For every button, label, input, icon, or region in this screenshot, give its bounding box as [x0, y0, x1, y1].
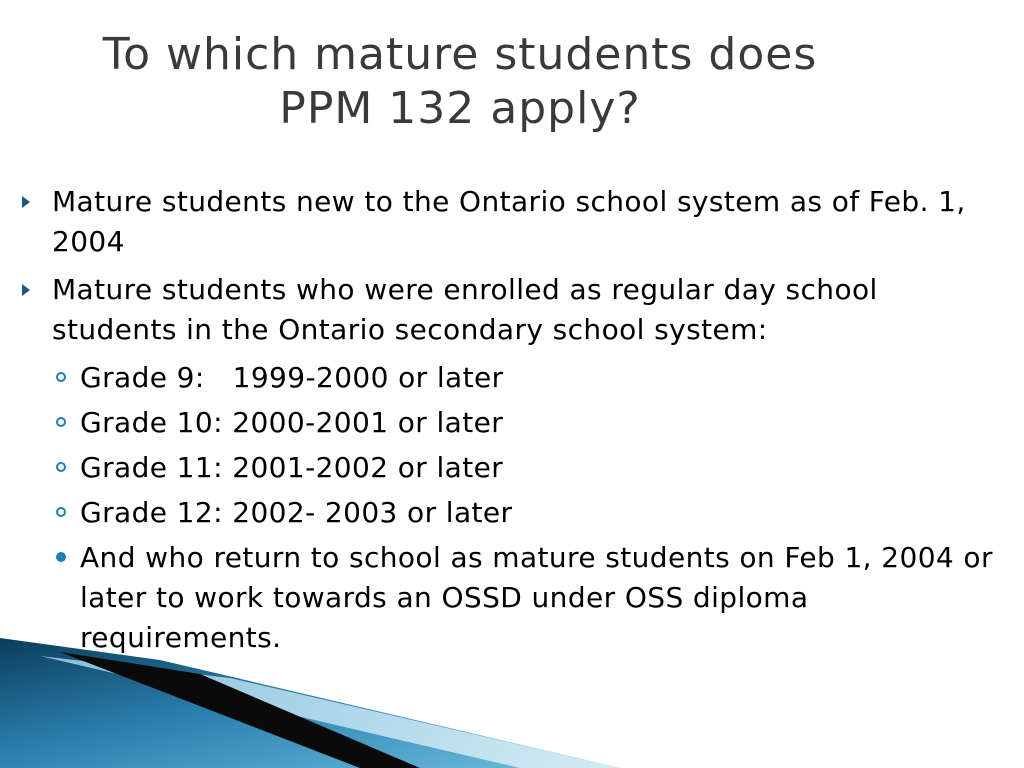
slide-body: [22, 182, 1002, 663]
bullet-item: [22, 182, 1002, 262]
slide-title-line-1: To which mature students does: [102, 29, 818, 80]
sub-bullet-text: Grade 9: 1999-2000 or later: [80, 361, 504, 394]
sub-bullet-text: Grade 12: 2002- 2003 or later: [80, 496, 513, 529]
sub-bullet-item: [22, 358, 1002, 398]
sub-bullet-item: [22, 493, 1002, 533]
circle-bullet-icon: [56, 507, 66, 517]
circle-bullet-icon: [56, 417, 66, 427]
sub-bullet-text: Grade 11: 2001-2002 or later: [80, 451, 504, 484]
sub-bullet-item: [22, 403, 1002, 443]
bullet-text: Mature students who were enrolled as regular day school students in the Ontario secondary school system:: [52, 273, 878, 346]
corner-swoosh-decoration: [0, 638, 1024, 768]
dot-bullet-icon: [56, 552, 66, 562]
circle-bullet-icon: [56, 372, 66, 382]
slide-title: [0, 28, 920, 136]
sub-bullet-text: Grade 10: 2000-2001 or later: [80, 406, 504, 439]
sub-bullet-item: [22, 448, 1002, 488]
arrow-bullet-icon: [22, 284, 30, 296]
bullet-text: Mature students new to the Ontario school system as of Feb. 1, 2004: [52, 185, 966, 258]
arrow-bullet-icon: [22, 196, 30, 208]
slide-title-line-2: PPM 132 apply?: [279, 83, 641, 134]
bullet-item: [22, 270, 1002, 350]
circle-bullet-icon: [56, 462, 66, 472]
sub-bullet-text: And who return to school as mature students on Feb 1, 2004 or later to work towards an OSSD under OSS diploma requirements.: [80, 541, 993, 654]
